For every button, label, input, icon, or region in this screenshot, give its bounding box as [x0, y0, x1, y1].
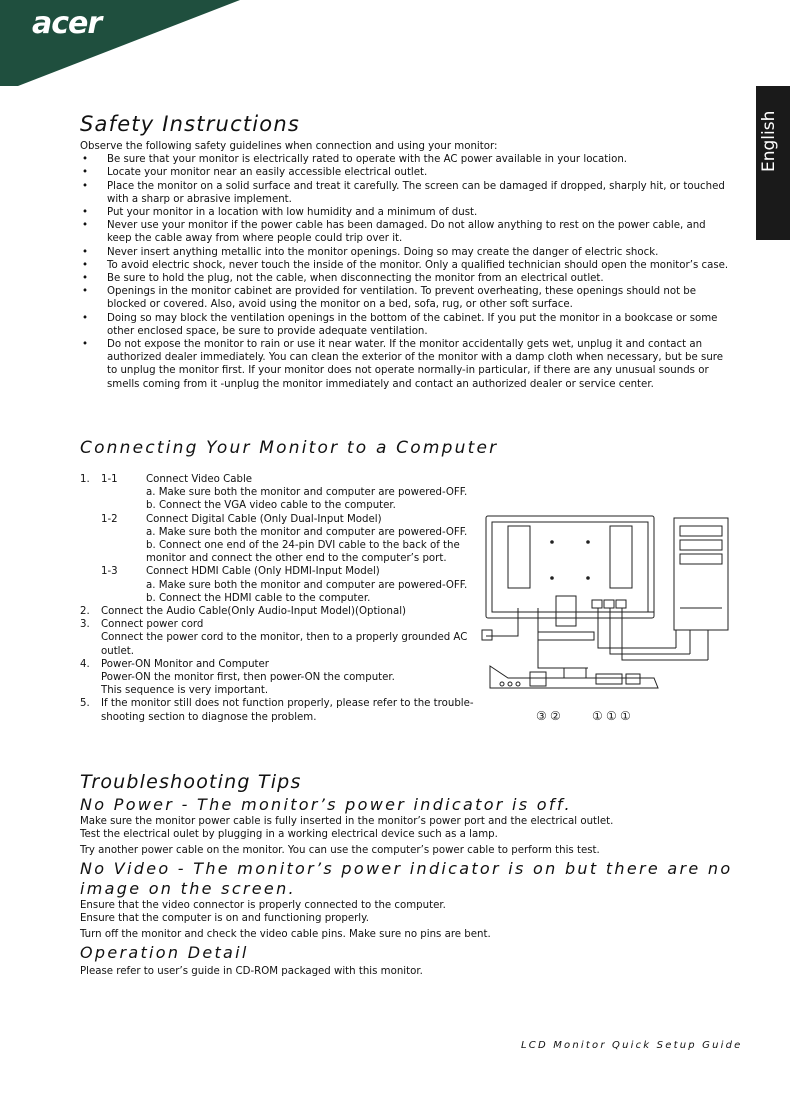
- step-row: shooting section to diagnose the problem.: [101, 711, 317, 723]
- connection-diagram: [478, 508, 738, 734]
- step-row: b. Connect the VGA video cable to the computer.: [146, 500, 396, 512]
- safety-bullet: • To avoid electric shock, never touch the inside of the monitor. Only a qualified technician should open the monitor’s case.: [80, 259, 732, 272]
- svg-text:①: ①: [592, 709, 603, 723]
- step-row: Connect the power cord to the monitor, then to a properly grounded AC: [101, 632, 468, 644]
- page-footer: LCD Monitor Quick Setup Guide: [521, 1040, 743, 1051]
- safety-bullet: • Doing so may block the ventilation openings in the bottom of the cabinet. If you put the monitor in a bookcase or some other enclosed space, be sure to provide adequate ventilation.: [80, 312, 732, 338]
- safety-bullet: • Be sure to hold the plug, not the cable, when disconnecting the monitor from an electrical outlet.: [80, 272, 732, 285]
- safety-bullet: • Put your monitor in a location with low humidity and a minimum of dust.: [80, 206, 732, 219]
- safety-bullet: • Be sure that your monitor is electrically rated to operate with the AC power available in your location.: [80, 153, 732, 166]
- safety-bullet: • Never insert anything metallic into the monitor openings. Doing so may create the danger of electric shock.: [80, 246, 732, 259]
- step-row: 5. If the monitor still does not function properly, please refer to the trouble-: [80, 698, 474, 710]
- step-row: a. Make sure both the monitor and computer are powered-OFF.: [146, 526, 468, 538]
- acer-logo: acer: [32, 6, 102, 41]
- step-row: This sequence is very important.: [101, 685, 269, 697]
- step-row: a. Make sure both the monitor and computer are powered-OFF.: [146, 579, 468, 591]
- svg-text:③: ③: [536, 709, 547, 723]
- no-video-title-line2: image on the screen.: [80, 879, 296, 898]
- svg-text:①: ①: [606, 709, 617, 723]
- safety-intro: Observe the following safety guidelines when connection and using your monitor:: [80, 141, 498, 152]
- safety-section: [80, 140, 732, 391]
- step-row: outlet.: [101, 645, 135, 657]
- step-row: a. Make sure both the monitor and computer are powered-OFF.: [146, 487, 468, 499]
- safety-bullet: • Locate your monitor near an easily accessible electrical outlet.: [80, 166, 732, 179]
- operation-text: Please refer to user’s guide in CD-ROM packaged with this monitor.: [80, 966, 423, 977]
- no-video-text: Ensure that the video connector is properly connected to the computer. Ensure that the computer is on and functioning properly. Turn off the monitor and check the video cable pins. Make sure no pins are bent.: [80, 900, 491, 941]
- step-row: 2. Connect the Audio Cable(Only Audio-Input Model)(Optional): [80, 606, 407, 618]
- step-row: 1-2 Connect Digital Cable (Only Dual-Input Model): [101, 513, 382, 525]
- no-power-title: No Power - The monitor’s power indicator is off.: [80, 795, 572, 814]
- diagram-callouts: [536, 709, 631, 723]
- step-row: b. Connect the HDMI cable to the computer.: [146, 592, 371, 604]
- svg-text:①: ①: [620, 709, 631, 723]
- step-row: b. Connect one end of the 24-pin DVI cable to the back of the: [146, 540, 460, 552]
- safety-bullet: • Place the monitor on a solid surface and treat it carefully. The screen can be damaged if dropped, sharply hit, or touched with a sharp or abrasive implement.: [80, 180, 732, 206]
- no-video-title-line1: No Video - The monitor’s power indicator is on but there are no: [80, 859, 733, 878]
- language-tab-label: English: [759, 110, 779, 172]
- monitor-back-illustration: [486, 516, 654, 640]
- computer-tower-illustration: [674, 518, 728, 630]
- safety-title: Safety Instructions: [80, 112, 300, 136]
- step-row: 1. 1-1 Connect Video Cable: [80, 474, 253, 485]
- step-row: 3. Connect power cord: [80, 619, 204, 631]
- safety-bullet: • Do not expose the monitor to rain or use it near water. If the monitor accidentally gets wet, unplug it and contact an authorized dealer immediately. You can clean the exterior of the monitor with a damp cloth when necessary, but be sure to unplug the monitor first. If your monitor does not operate normally-in particular, if there are any unusual sounds or smells coming from it -unplug the monitor immediately and contact an authorized dealer or service center.: [80, 338, 732, 391]
- monitor-base-connectors: [490, 666, 658, 688]
- no-power-text: Make sure the monitor power cable is fully inserted in the monitor’s power port and the electrical outlet. Test the electrical oulet by plugging in a working electrical device such as a lamp. Try another power cable on the monitor. You can use the computer’s power cable to perform this test.: [80, 816, 614, 857]
- operation-title: Operation Detail: [80, 943, 249, 962]
- step-row: 1-3 Connect HDMI Cable (Only HDMI-Input Model): [101, 566, 380, 578]
- safety-bullet: • Never use your monitor if the power cable has been damaged. Do not allow anything to rest on the power cable, and keep the cable away from where people could trip over it.: [80, 219, 732, 245]
- safety-bullet: • Openings in the monitor cabinet are provided for ventilation. To prevent overheating, these openings should not be blocked or covered. Also, avoid using the monitor on a bed, sofa, rug, or other soft surface.: [80, 285, 732, 311]
- step-row: 4. Power-ON Monitor and Computer: [80, 658, 269, 670]
- step-row: monitor and connect the other end to the computer’s port.: [146, 553, 447, 565]
- step-row: Power-ON the monitor first, then power-ON the computer.: [101, 672, 395, 684]
- troubleshooting-title: Troubleshooting Tips: [80, 771, 302, 793]
- connecting-title: Connecting Your Monitor to a Computer: [80, 438, 499, 458]
- svg-text:②: ②: [550, 709, 561, 723]
- connection-steps: [80, 473, 472, 724]
